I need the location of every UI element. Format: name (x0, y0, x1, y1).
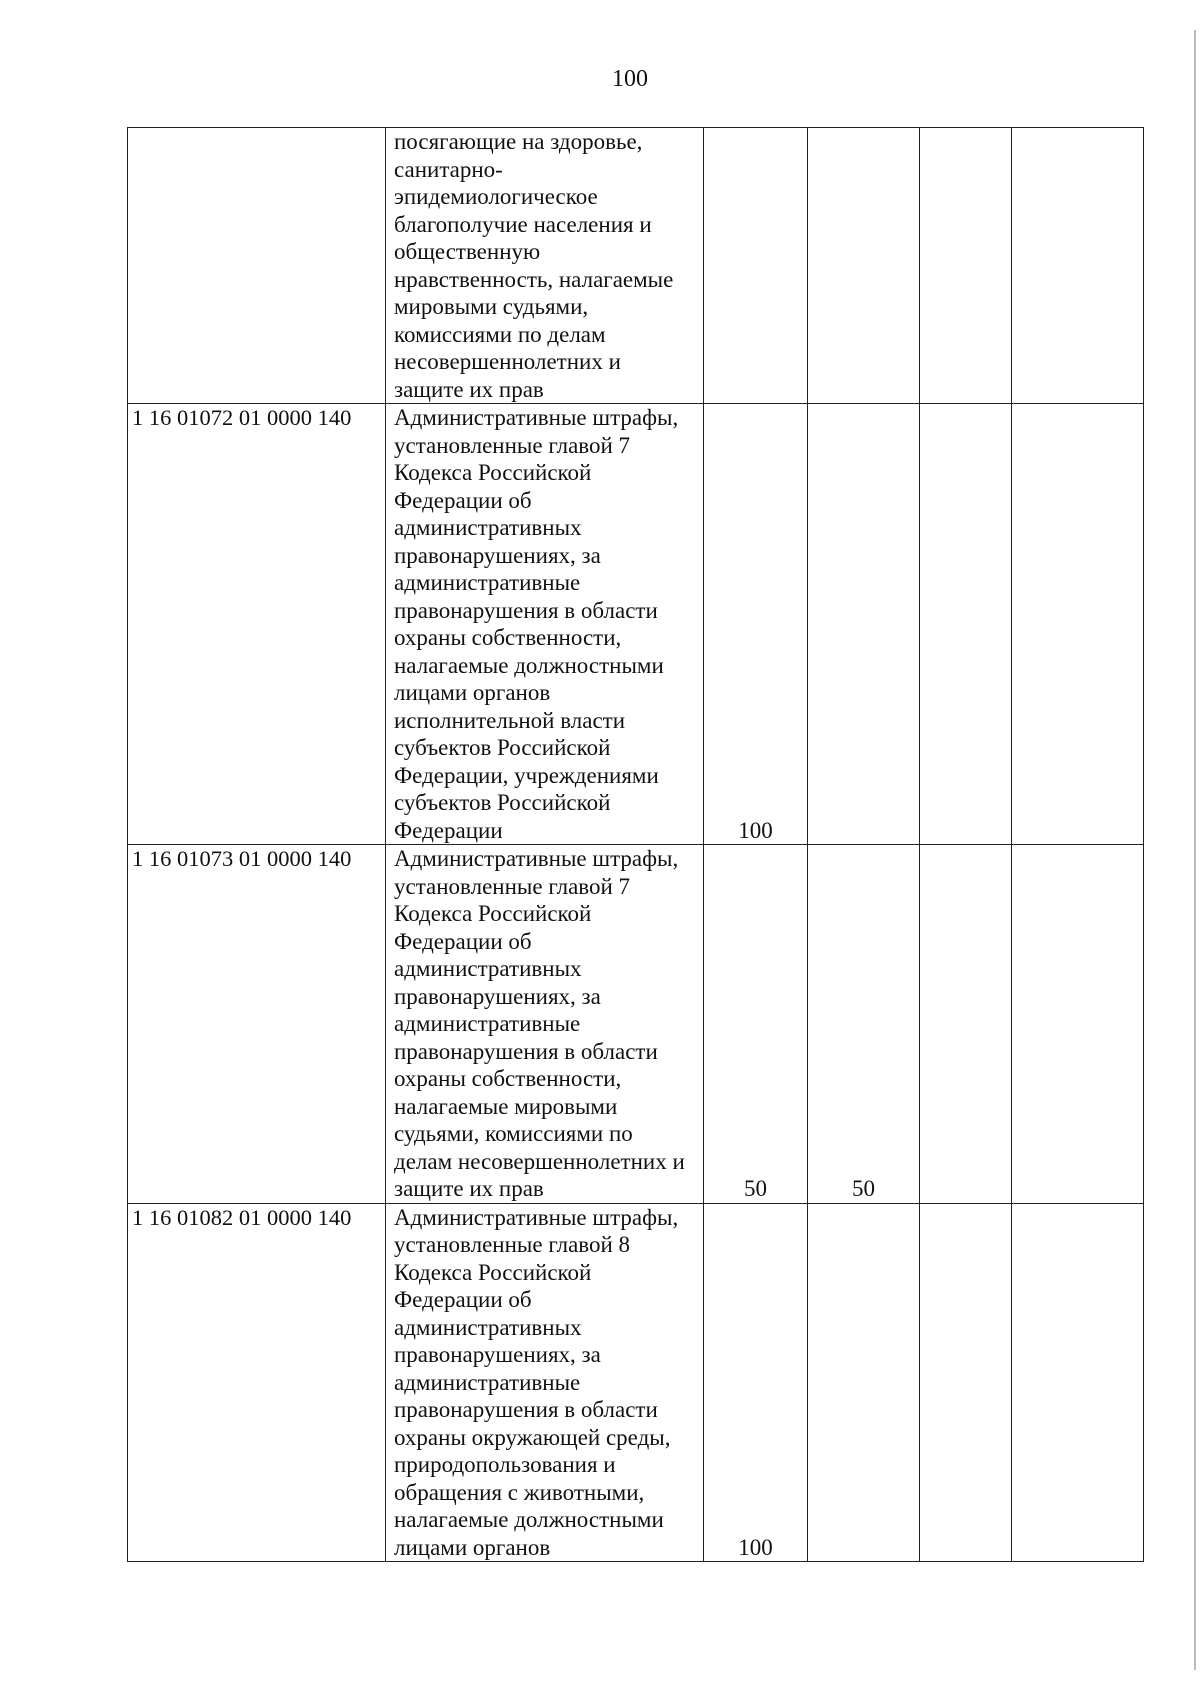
revenue-name-line: нравственность, налагаемые (394, 266, 674, 292)
revenue-name-line: обращения с животными, (394, 1479, 645, 1505)
normative-value-cell-4 (1012, 845, 1144, 1204)
revenue-name-line: Кодекса Российской (394, 901, 592, 926)
revenue-name-line: установленные главой 8 (394, 1232, 631, 1257)
revenue-name-line: административные (394, 1369, 581, 1395)
revenue-name-line: Административные штрафы, (394, 405, 679, 430)
revenue-name-line: Кодекса Российской (394, 1259, 592, 1285)
revenue-code-cell: 1 16 01073 01 0000 140 (128, 845, 386, 1204)
revenue-name-line: субъектов Российской (394, 735, 611, 760)
revenue-code-cell: 1 16 01072 01 0000 140 (128, 404, 386, 845)
revenue-name-line: природопользования и (394, 1452, 616, 1477)
table-row (128, 845, 1144, 1204)
table-row (128, 1203, 1144, 1562)
revenue-name-line: налагаемые должностными (394, 1507, 664, 1532)
revenue-name-line: мировыми судьями, (394, 294, 589, 319)
revenue-name-line: посягающие на здоровье, (394, 129, 643, 154)
normative-value-cell-3 (920, 1203, 1012, 1562)
normative-value-cell-2: 50 (808, 845, 920, 1204)
revenue-name-line: охраны собственности, (394, 625, 622, 650)
revenue-name-line: Федерации, учреждениями (394, 762, 659, 788)
revenue-name-line: Федерации об (394, 928, 532, 954)
revenue-name-line: охраны окружающей среды, (394, 1424, 671, 1450)
revenue-name-line: защите их прав (394, 1176, 544, 1201)
revenue-name-line: налагаемые мировыми (394, 1093, 618, 1119)
normative-value-cell-2 (808, 128, 920, 404)
revenue-name-line: судьями, комиссиями по (394, 1121, 633, 1146)
table-row (128, 128, 1144, 404)
revenue-name-line: общественную (394, 239, 541, 264)
table-row (128, 404, 1144, 845)
revenue-name-line: налагаемые должностными (394, 652, 664, 678)
revenue-code-cell (128, 128, 386, 404)
revenue-name-cell (386, 1203, 704, 1562)
normative-value-cell-4 (1012, 404, 1144, 845)
page-number: 100 (612, 66, 648, 92)
revenue-name-line: Административные штрафы, (394, 1204, 679, 1230)
normative-value-cell-2 (808, 1203, 920, 1562)
revenue-name-cell (386, 845, 704, 1204)
normative-value-cell-2 (808, 404, 920, 845)
normative-value-cell-1: 50 (704, 845, 808, 1204)
revenue-name-line: Федерации (394, 817, 503, 843)
scan-edge-line (1194, 30, 1196, 1670)
revenue-name-line: административных (394, 515, 582, 540)
revenue-name-line: лицами органов (394, 680, 551, 705)
revenue-name-line: делам несовершеннолетних и (394, 1148, 685, 1174)
revenue-name-line: субъектов Российской (394, 790, 611, 815)
revenue-name-line: установленные главой 7 (394, 873, 631, 899)
revenue-name-line: Федерации об (394, 487, 532, 513)
normative-value-cell-3 (920, 128, 1012, 404)
revenue-name-line: лицами органов (394, 1534, 551, 1560)
revenue-name-line: административных (394, 1314, 582, 1340)
revenue-name-line: эпидемиологическое (394, 184, 598, 209)
normative-value-cell-1: 100 (704, 1203, 808, 1562)
revenue-code-cell: 1 16 01082 01 0000 140 (128, 1203, 386, 1562)
revenue-name-line: защите их прав (394, 376, 544, 402)
revenue-name-line: правонарушениях, за (394, 1342, 601, 1367)
normative-value-cell-4 (1012, 128, 1144, 404)
revenue-code-table (127, 127, 1144, 1562)
revenue-name-line: Кодекса Российской (394, 460, 592, 485)
normative-value-cell-1 (704, 128, 808, 404)
revenue-name-line: правонарушениях, за (394, 983, 601, 1009)
revenue-name-cell (386, 404, 704, 845)
revenue-name-line: правонарушения в области (394, 1038, 658, 1064)
normative-value-cell-1: 100 (704, 404, 808, 845)
revenue-name-cell (386, 128, 704, 404)
normative-value-cell-4 (1012, 1203, 1144, 1562)
revenue-name-line: Федерации об (394, 1287, 532, 1312)
revenue-name-line: правонарушениях, за (394, 542, 601, 568)
revenue-name-line: несовершеннолетних и (394, 349, 621, 374)
revenue-name-line: охраны собственности, (394, 1066, 622, 1091)
revenue-name-line: правонарушения в области (394, 1397, 658, 1422)
revenue-name-line: исполнительной власти (394, 707, 626, 733)
revenue-name-line: Административные штрафы, (394, 846, 679, 871)
normative-value-cell-3 (920, 404, 1012, 845)
revenue-name-line: административные (394, 1011, 581, 1036)
revenue-name-line: комиссиями по делам (394, 321, 606, 347)
revenue-name-line: правонарушения в области (394, 597, 658, 623)
revenue-name-line: установленные главой 7 (394, 432, 631, 458)
revenue-name-line: административных (394, 956, 582, 981)
revenue-name-line: санитарно- (394, 156, 503, 182)
normative-value-cell-3 (920, 845, 1012, 1204)
revenue-name-line: благополучие населения и (394, 211, 652, 237)
revenue-name-line: административные (394, 570, 581, 595)
